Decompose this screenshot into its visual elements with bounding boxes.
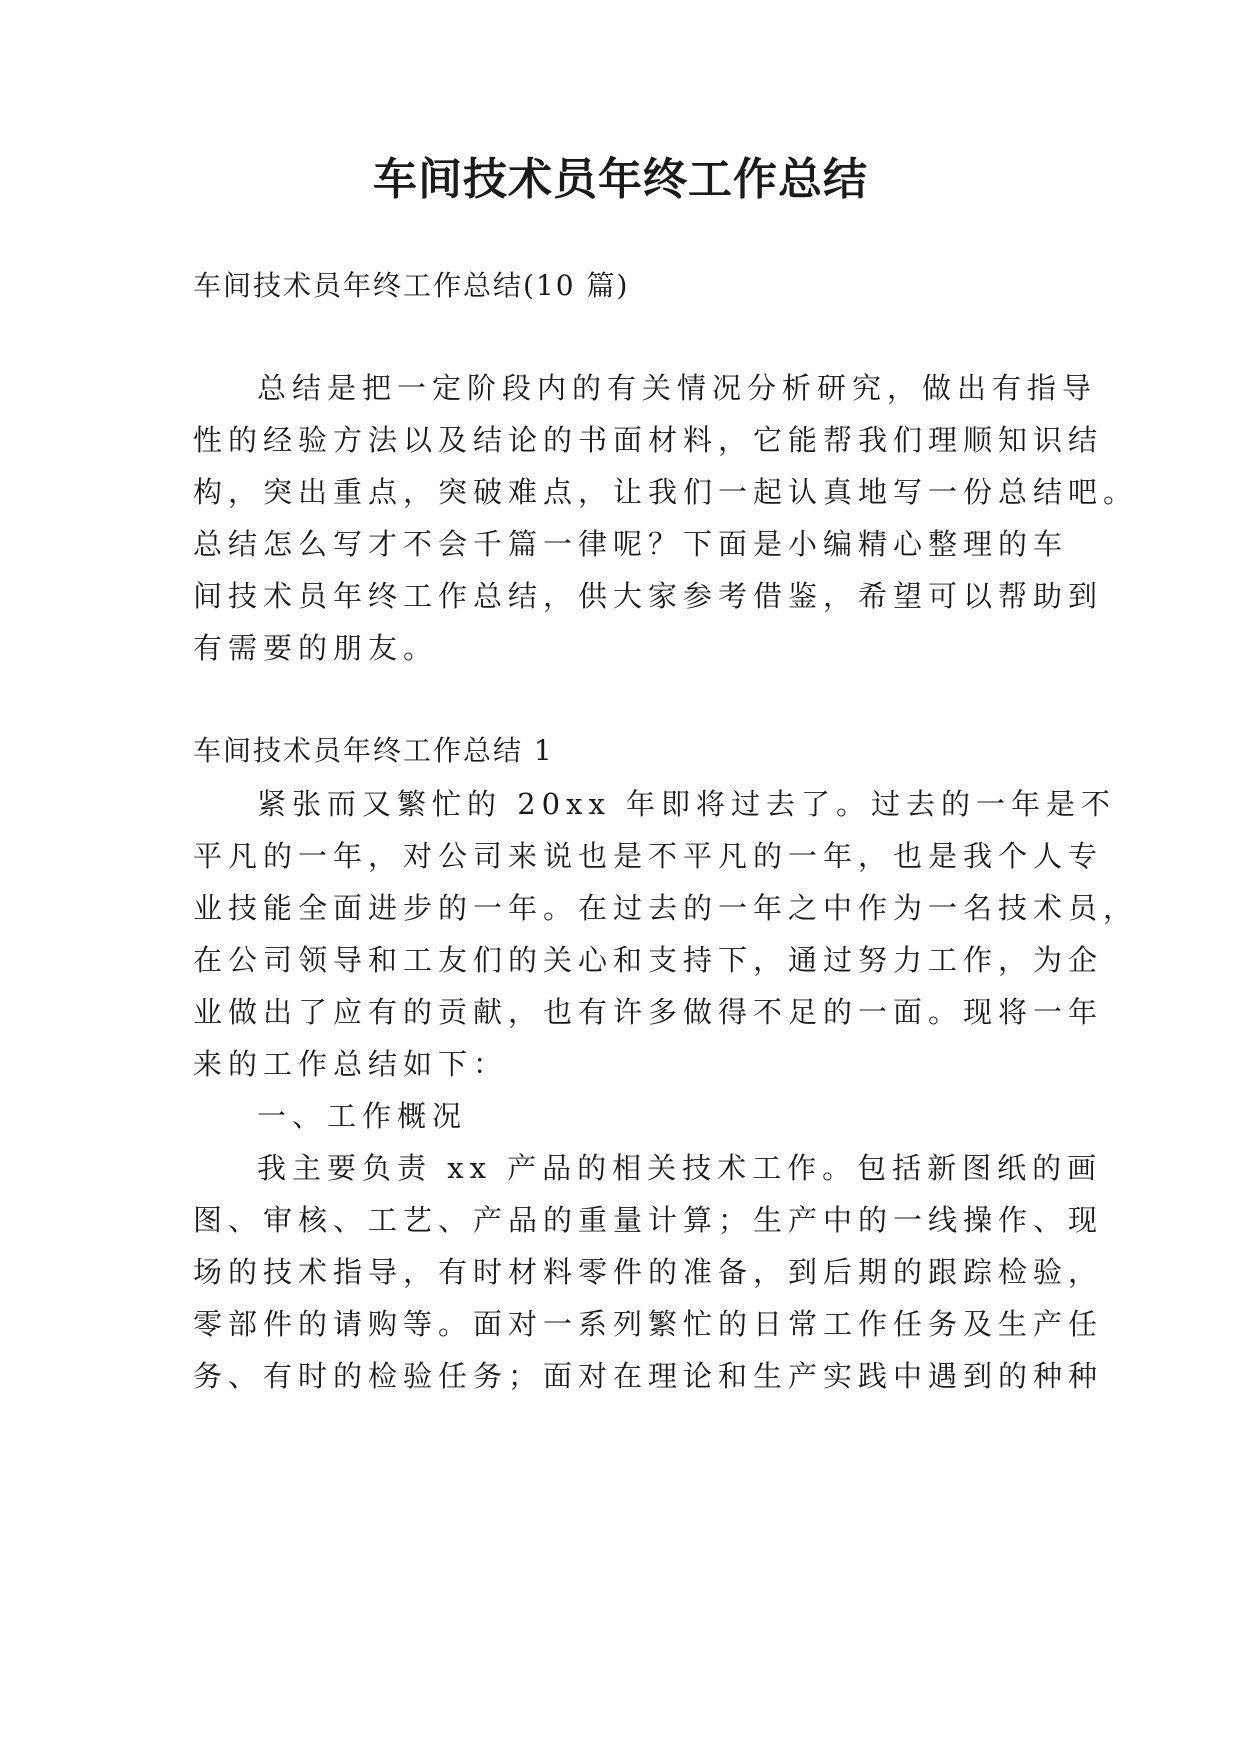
section-1-heading: 车间技术员年终工作总结 1 (193, 734, 554, 767)
intro-line-5: 间技术员年终工作总结，供大家参考借鉴，希望可以帮助到 (193, 579, 1104, 613)
intro-line-2: 性的经验方法以及结论的书面材料，它能帮我们理顺知识结 (193, 423, 1104, 457)
document-subtitle: 车间技术员年终工作总结(10 篇) (193, 269, 630, 302)
intro-line-6: 有需要的朋友。 (193, 631, 439, 665)
document-title: 车间技术员年终工作总结 (373, 154, 868, 205)
section-1-para-1-line-6: 来的工作总结如下： (193, 1047, 509, 1081)
section-1-para-2-line-3: 场的技术指导，有时材料零件的准备，到后期的跟踪检验， (193, 1255, 1104, 1289)
intro-line-3: 构，突出重点，突破难点，让我们一起认真地写一份总结吧。 (193, 475, 1139, 509)
section-1-para-1-line-2: 平凡的一年，对公司来说也是不平凡的一年，也是我个人专 (193, 839, 1104, 873)
intro-line-4: 总结怎么写才不会千篇一律呢？下面是小编精心整理的车 (193, 527, 1069, 561)
intro-line-1: 总结是把一定阶段内的有关情况分析研究，做出有指导 (257, 371, 1098, 405)
section-1-para-1-line-4: 在公司领导和工友们的关心和支持下，通过努力工作，为企 (193, 943, 1104, 977)
section-1-para-2-line-4: 零部件的请购等。面对一系列繁忙的日常工作任务及生产任 (193, 1307, 1104, 1341)
section-1-para-2-line-2: 图、审核、工艺、产品的重量计算；生产中的一线操作、现 (193, 1203, 1104, 1237)
section-1-para-2-line-5: 务、有时的检验任务；面对在理论和生产实践中遇到的种种 (193, 1359, 1104, 1393)
section-1-para-1-line-1: 紧张而又繁忙的 20xx 年即将过去了。过去的一年是不 (257, 787, 1117, 821)
section-1-para-1-line-3: 业技能全面进步的一年。在过去的一年之中作为一名技术员， (193, 891, 1139, 925)
subsection-heading: 一、工作概况 (257, 1099, 468, 1133)
section-1-para-1-line-5: 业做出了应有的贡献，也有许多做得不足的一面。现将一年 (193, 995, 1104, 1029)
section-1-para-2-line-1: 我主要负责 xx 产品的相关技术工作。包括新图纸的画 (257, 1151, 1103, 1185)
